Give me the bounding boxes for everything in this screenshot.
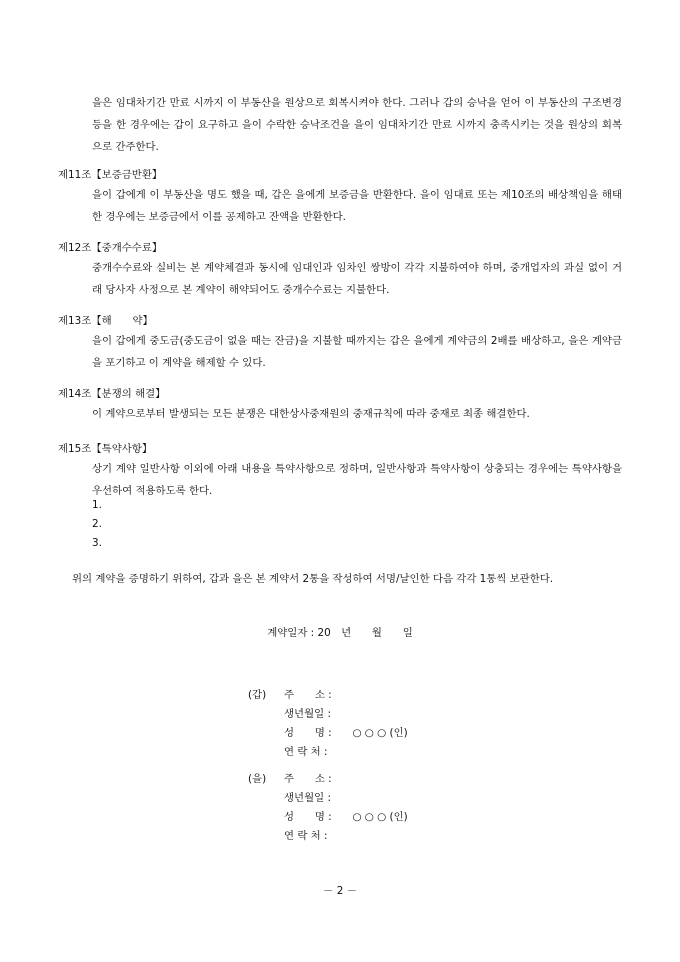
special-item-3: 3. (92, 537, 102, 549)
party-b-label: (을) (248, 773, 267, 785)
party-b-contact: 연 락 처 : (284, 830, 328, 842)
article-15-body: 상기 계약 일반사항 이외에 아래 내용을 특약사항으로 정하며, 일반사항과 특약사항이 상충되는 경우에는 특약사항을 우선하여 적용하도록 한다. (92, 463, 622, 497)
party-a-address: 주 소 : (284, 689, 332, 701)
party-a-label: (갑) (248, 689, 267, 701)
party-a-birthdate: 생년월일 : (284, 708, 331, 720)
article-13-body: 을이 갑에게 중도금(중도금이 없을 때는 잔금)을 지불할 때까지는 갑은 을에게 계약금의 2배를 배상하고, 을은 계약금을 포기하고 이 계약을 해제할 수 있다. (92, 335, 622, 369)
contract-date: 계약일자 : 20 년 월 일 (267, 627, 413, 639)
article-15-title: 제15조【특약사항】 (58, 443, 153, 455)
article-11-title: 제11조【보증금반환】 (58, 169, 163, 181)
article-12-body: 중개수수료와 실비는 본 계약체결과 동시에 임대인과 임차인 쌍방이 각각 지불하여야 하며, 중개업자의 과실 없이 거래 당사자 사정으로 본 계약이 해약되어도 중개수수료는 지불한다. (92, 262, 622, 296)
special-item-2: 2. (92, 518, 102, 530)
article-14-title: 제14조【분쟁의 해결】 (58, 388, 166, 400)
party-b-address: 주 소 : (284, 773, 332, 785)
article-12-title: 제12조【중개수수료】 (58, 242, 163, 254)
intro-paragraph: 을은 임대차기간 만료 시까지 이 부동산을 원상으로 회복시켜야 한다. 그러나 갑의 승낙을 얻어 이 부동산의 구조변경 등을 한 경우에는 갑이 요구하고 을이 수락한 승낙조건을 을이 임대차기간 만료 시까지 충족시키는 것을 원상의 회복으로 간주한다. (92, 97, 622, 153)
article-13-title: 제13조【해 약】 (58, 315, 153, 327)
party-b-birthdate: 생년월일 : (284, 792, 331, 804)
special-item-1: 1. (92, 499, 102, 511)
party-a-name: 성 명 : ○ ○ ○ (인) (284, 727, 408, 739)
party-b-name: 성 명 : ○ ○ ○ (인) (284, 811, 408, 823)
article-14-body: 이 계약으로부터 발생되는 모든 분쟁은 대한상사중재원의 중재규칙에 따라 중재로 최종 해결한다. (92, 408, 530, 420)
closing-paragraph: 위의 계약을 증명하기 위하여, 갑과 을은 본 계약서 2통을 작성하여 서명/날인한 다음 각각 1통씩 보관한다. (72, 573, 554, 585)
party-a-contact: 연 락 처 : (284, 746, 328, 758)
article-11-body: 을이 갑에게 이 부동산을 명도 했을 때, 갑은 을에게 보증금을 반환한다. 을이 임대료 또는 제10조의 배상책임을 해태한 경우에는 보증금에서 이를 공제하고 잔액을 반환한다. (92, 189, 622, 223)
page-number: － 2 － (323, 885, 357, 897)
